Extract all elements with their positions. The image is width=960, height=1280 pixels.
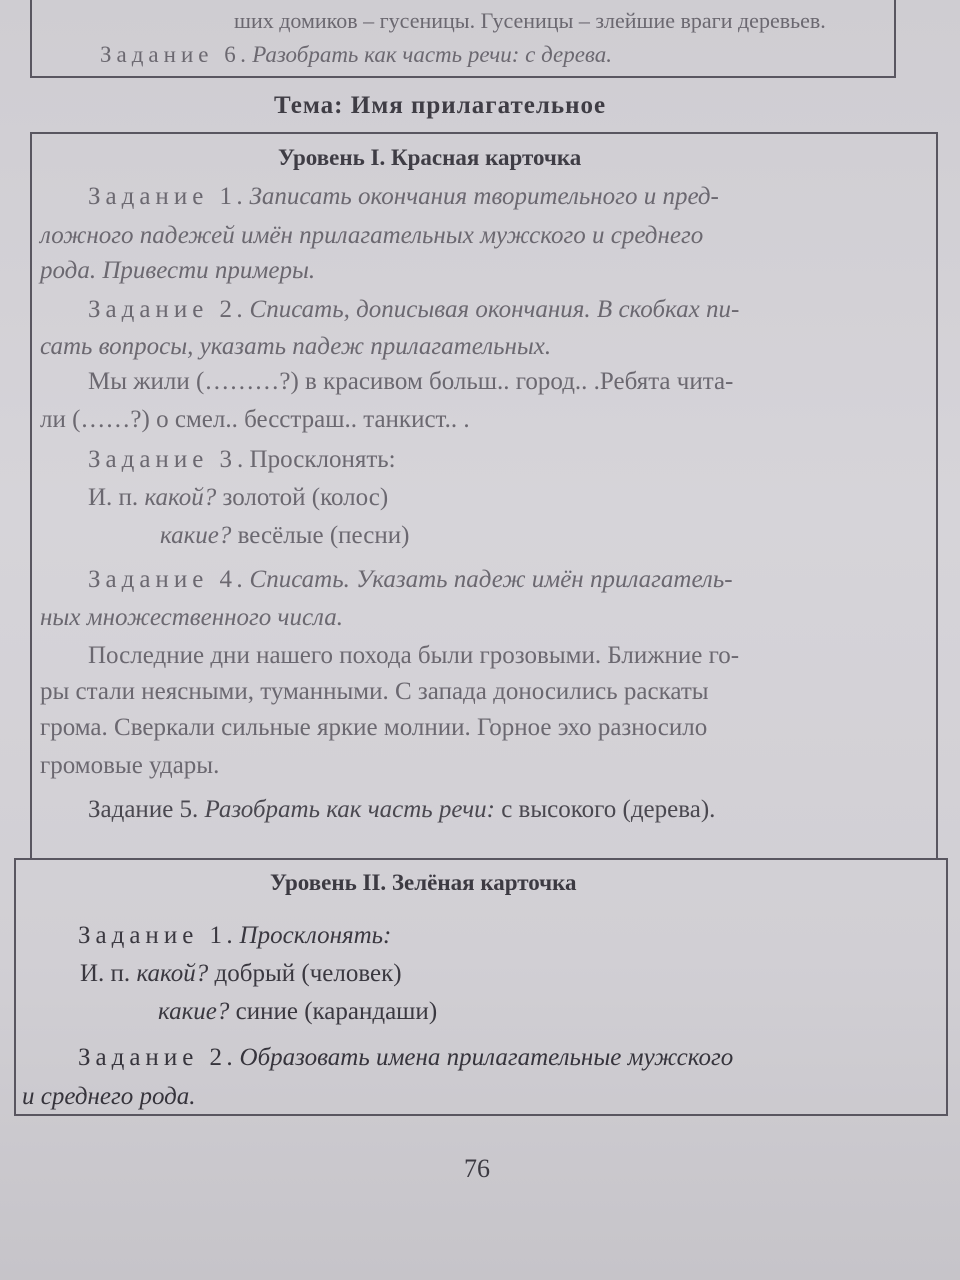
task-text: . Образовать имена прилагательные мужского bbox=[227, 1044, 734, 1071]
task-label: Задание 1 bbox=[78, 922, 228, 949]
question: какие? bbox=[160, 522, 232, 549]
task-text: . Разобрать как часть речи: с дерева. bbox=[240, 42, 613, 67]
level-1-task-2-example-2: ли (……?) о смел.. бесстраш.. танкист.. . bbox=[40, 406, 470, 433]
theme-title: Тема: Имя прилагательное bbox=[274, 92, 607, 119]
level-1-task-1-line-1 bbox=[88, 183, 719, 211]
level-1-task-2-line-1 bbox=[88, 296, 739, 324]
level-2-task-1-line-1 bbox=[80, 960, 402, 988]
task-text: . Списать, дописывая окончания. В скобках пи- bbox=[237, 296, 740, 323]
level-2-task-2-line-2: и среднего рода. bbox=[22, 1083, 196, 1110]
level-1-task-4-line-1 bbox=[88, 566, 733, 594]
task-text: . Записать окончания творительного и пред- bbox=[237, 183, 719, 210]
level-1-task-2-example-1: Мы жили (………?) в красивом больш.. город.. .Ребята чита- bbox=[88, 368, 734, 395]
task-text: Разобрать как часть речи: bbox=[198, 796, 495, 823]
level-1-task-3-line-1 bbox=[88, 484, 388, 512]
level-2-task-2-line-1 bbox=[78, 1044, 733, 1072]
case-prefix: И. п. bbox=[88, 484, 145, 511]
word: весёлые (песни) bbox=[231, 522, 410, 549]
task-text: . Просклонять: bbox=[237, 446, 396, 473]
level-1-task-4-paragraph-3: грома. Сверкали сильные яркие молнии. Горное эхо разносило bbox=[40, 714, 708, 741]
level-1-task-1-line-2: ложного падежей имён прилагательных мужского и среднего bbox=[40, 222, 704, 249]
level-1-heading: Уровень I. Красная карточка bbox=[278, 145, 582, 170]
level-1-task-4-paragraph-4: громовые удары. bbox=[40, 752, 220, 779]
level-1-task-4-paragraph-1: Последние дни нашего похода были грозовыми. Ближние го- bbox=[88, 642, 740, 669]
level-1-task-2-line-2: сать вопросы, указать падеж прилагательных. bbox=[40, 333, 552, 360]
task-text: . Списать. Указать падеж имён прилагатель- bbox=[237, 566, 733, 593]
level-1-task-4-paragraph-2: ры стали неясными, туманными. С запада доносились раскаты bbox=[40, 678, 709, 705]
task-label: Задание 4 bbox=[88, 566, 238, 593]
word: синие (карандаши) bbox=[229, 998, 438, 1025]
level-1-task-5 bbox=[88, 796, 715, 824]
level-2-task-1-line-2 bbox=[158, 998, 437, 1026]
task-label: Задание 6 bbox=[100, 42, 241, 67]
task-label: Задание 1 bbox=[88, 183, 238, 210]
task-label: Задание 5. bbox=[88, 796, 199, 823]
level-2-task-1 bbox=[78, 922, 391, 950]
level-1-task-3 bbox=[88, 446, 396, 474]
level-1-task-3-line-2 bbox=[160, 522, 409, 550]
previous-task-6 bbox=[100, 42, 612, 68]
page-number: 76 bbox=[464, 1154, 490, 1183]
level-2-heading: Уровень II. Зелёная карточка bbox=[270, 870, 577, 895]
task-text: . Просклонять: bbox=[227, 922, 392, 949]
case-prefix: И. п. bbox=[80, 960, 137, 987]
task-label: Задание 2 bbox=[78, 1044, 228, 1071]
level-1-task-4-line-2: ных множественного числа. bbox=[40, 604, 343, 631]
word: добрый (человек) bbox=[208, 960, 402, 987]
level-1-task-1-line-3: рода. Привести примеры. bbox=[40, 257, 316, 284]
question: какой? bbox=[144, 484, 217, 511]
question: какой? bbox=[136, 960, 209, 987]
task-word: с высокого (дерева). bbox=[494, 796, 716, 823]
task-label: Задание 2 bbox=[88, 296, 238, 323]
question: какие? bbox=[158, 998, 230, 1025]
word: золотой (колос) bbox=[216, 484, 389, 511]
previous-text-line: ших домиков – гусеницы. Гусеницы – злейшие враги деревьев. bbox=[234, 8, 826, 33]
task-label: Задание 3 bbox=[88, 446, 238, 473]
